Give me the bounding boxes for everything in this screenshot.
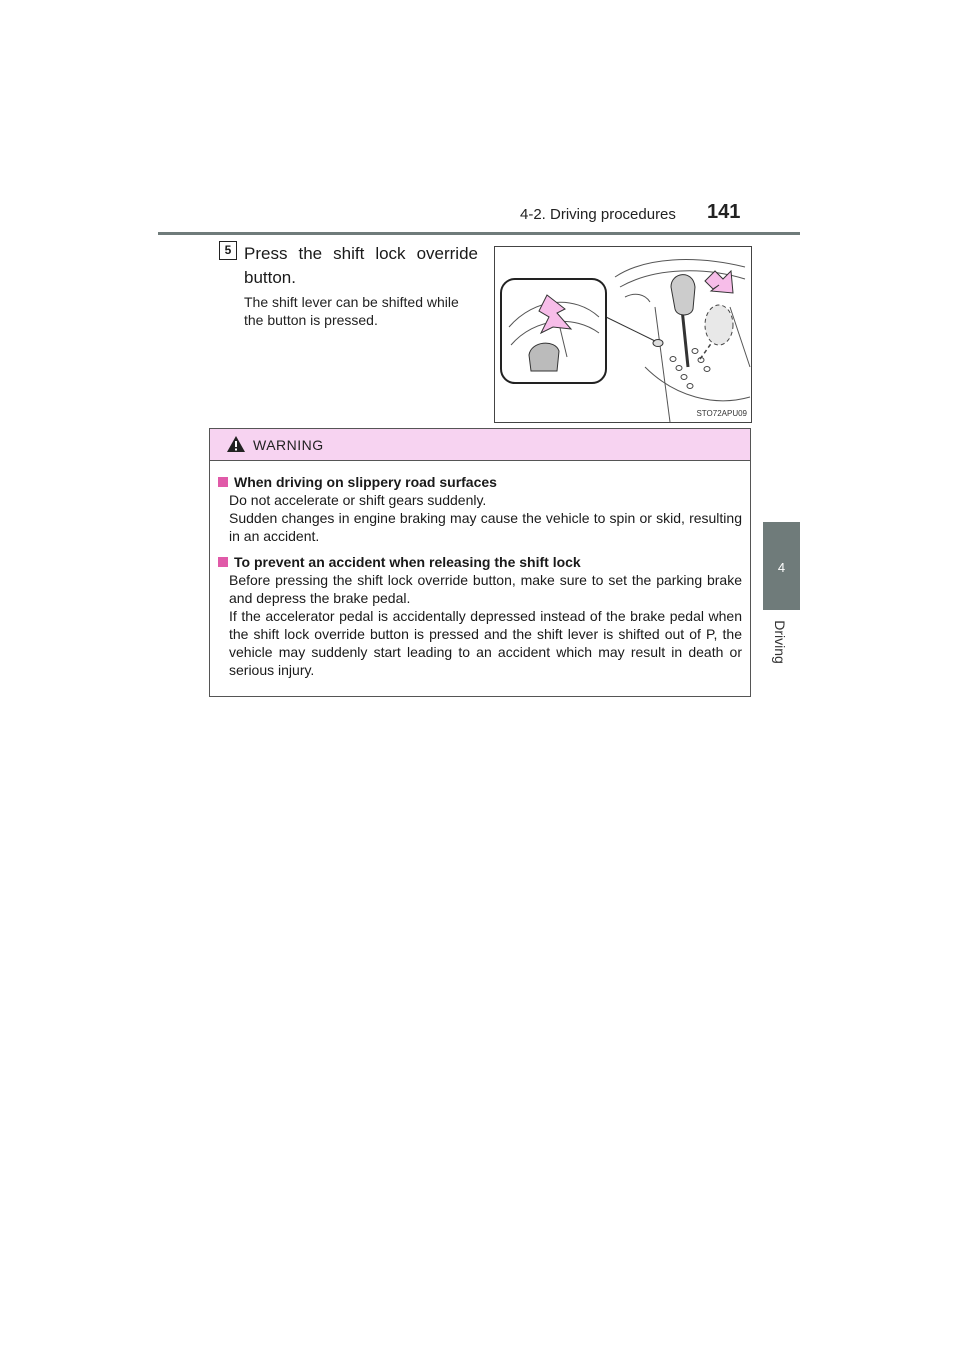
shift-lock-illustration [494, 246, 752, 423]
warning-item-heading-text: When driving on slippery road surfaces [234, 474, 497, 490]
warning-item-heading-text: To prevent an accident when releasing the shift lock [234, 554, 581, 570]
warning-label: WARNING [253, 437, 324, 453]
warning-item-heading [218, 473, 742, 491]
warning-box [209, 428, 751, 697]
warning-triangle-icon [226, 435, 246, 458]
section-title: 4-2. Driving procedures [520, 206, 676, 223]
bullet-square-icon [218, 557, 228, 567]
warning-item-heading [218, 553, 742, 571]
warning-item-body [218, 491, 742, 545]
warning-paragraph: Sudden changes in engine braking may cause the vehicle to spin or skid, resulting in an accident. [229, 510, 742, 544]
header-rule [158, 232, 800, 235]
shift-lever-drawing [495, 247, 751, 422]
chapter-tab [763, 522, 800, 610]
warning-paragraph: Before pressing the shift lock override button, make sure to set the parking brake and depress the brake pedal. [229, 572, 742, 606]
warning-paragraph: Do not accelerate or shift gears suddenly. [229, 492, 487, 508]
step-title-continued: button. [244, 268, 296, 287]
warning-paragraph: If the accelerator pedal is accidentally depressed instead of the brake pedal when the shift lock override button is pressed and the shift lever is shifted out of P, the vehicle may suddenly start leading to an accident which may result in death or serious injury. [229, 608, 742, 678]
chapter-number: 4 [777, 560, 786, 575]
step-number-box: 5 [219, 241, 237, 260]
warning-item-body [218, 571, 742, 679]
chapter-label-text: Driving [772, 620, 788, 664]
page-number: 141 [707, 201, 741, 223]
step-title: Press the shift lock override [244, 244, 478, 263]
bullet-square-icon [218, 477, 228, 487]
figure-code: STO72APU09 [696, 409, 747, 418]
step-note: The shift lever can be shifted while the button is pressed. [244, 294, 459, 328]
warning-item [218, 473, 742, 545]
warning-header [210, 429, 750, 461]
warning-item [218, 553, 742, 679]
chapter-label [768, 612, 792, 672]
